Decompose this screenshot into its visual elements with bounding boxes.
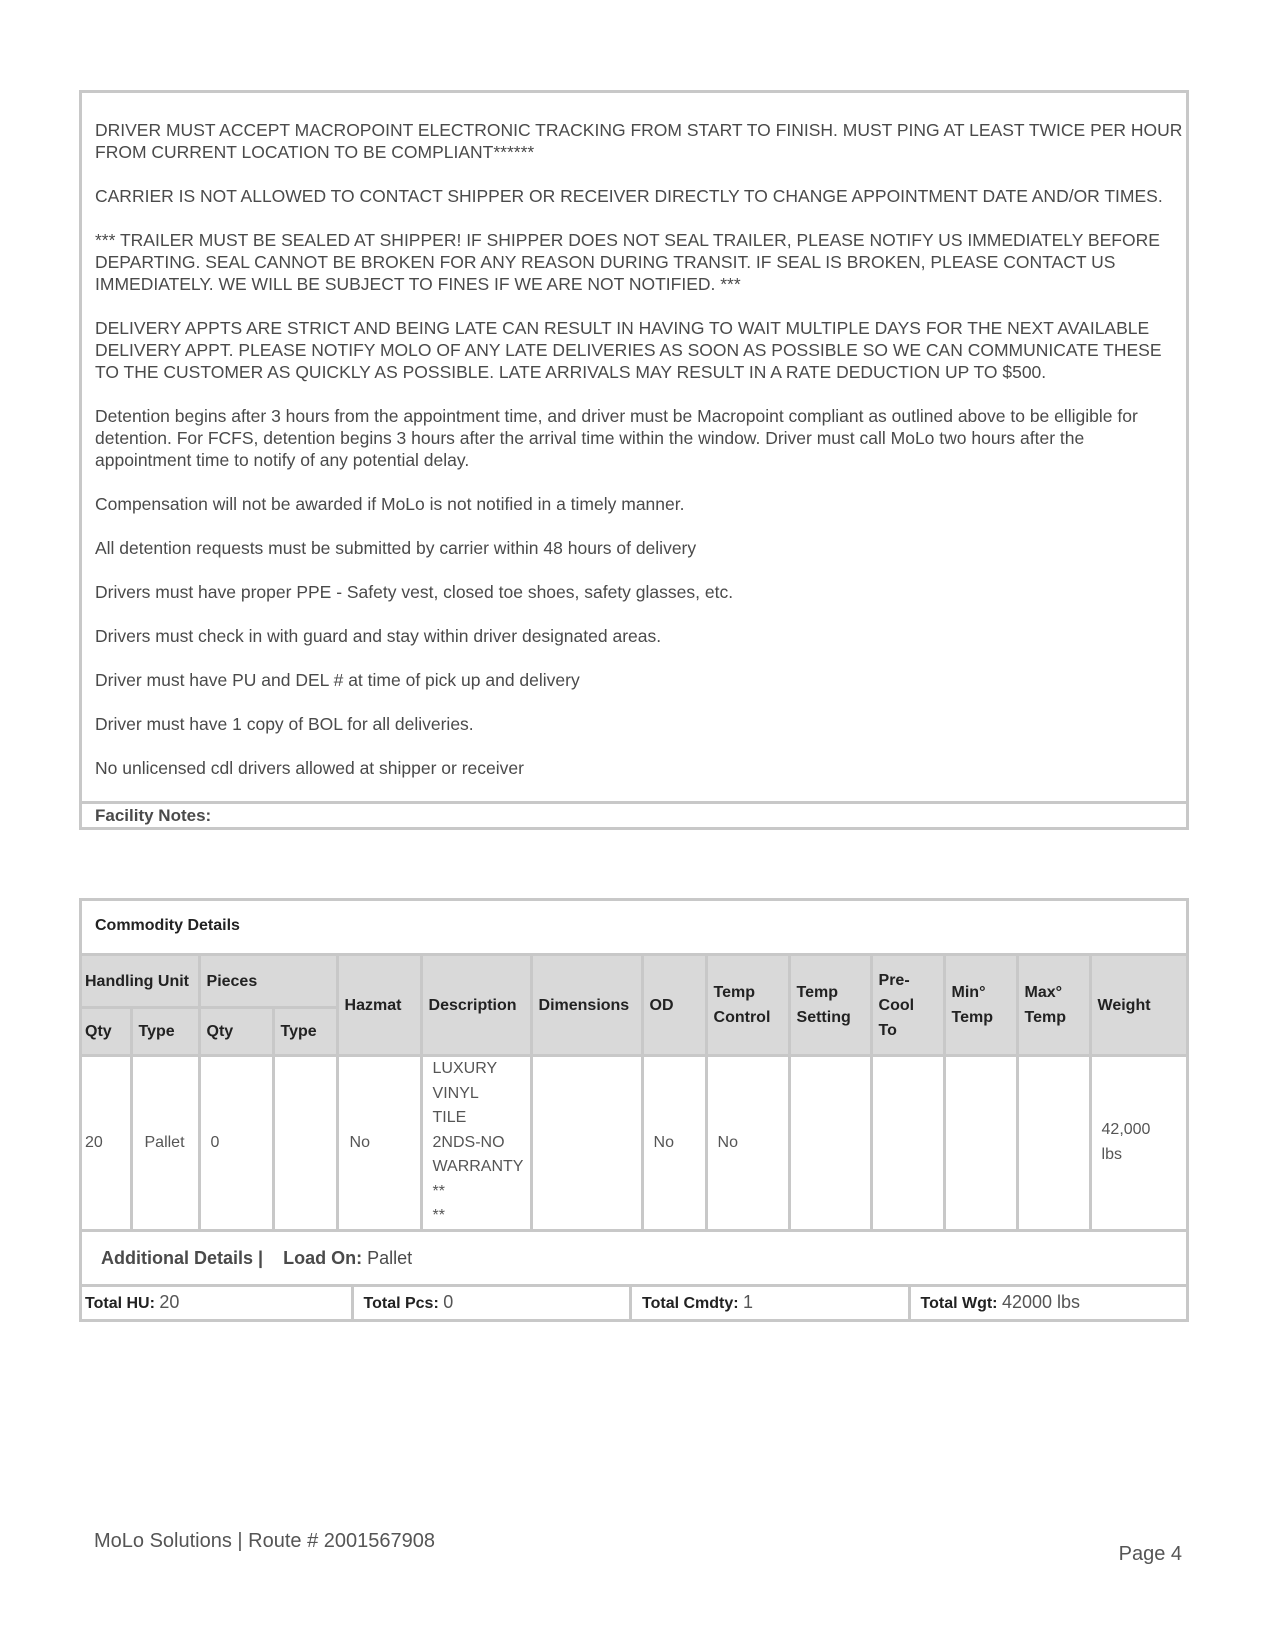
total-wgt-label: Total Wgt: — [920, 1294, 998, 1312]
total-pcs-value: 0 — [443, 1291, 454, 1312]
note-contact: CARRIER IS NOT ALLOWED TO CONTACT SHIPPER OR RECEIVER DIRECTLY TO CHANGE APPOINTMENT DATE AND/OR TIMES. — [95, 186, 1163, 206]
total-pcs — [354, 1287, 633, 1319]
commodity-details-box — [79, 898, 1189, 1322]
instructions-body — [82, 93, 1186, 801]
note-macropoint: DRIVER MUST ACCEPT MACROPOINT ELECTRONIC TRACKING FROM START TO FINISH. MUST PING AT LEAST TWICE PER HOUR FROM CURRENT LOCATION TO BE COMPLIANT****** — [95, 120, 1183, 162]
load-on-value: Pallet — [367, 1247, 413, 1268]
additional-details-label: Additional Details | — [101, 1247, 264, 1268]
header-temp-setting: Temp Setting — [789, 955, 871, 1056]
cell-pc-type — [273, 1056, 337, 1231]
footer-page-number: Page 4 — [1118, 1543, 1182, 1565]
load-on-label: Load On: — [283, 1247, 363, 1268]
instructions-box — [79, 90, 1189, 830]
note-guard: Drivers must check in with guard and stay within driver designated areas. — [95, 626, 662, 646]
header-temp-control: Temp Control — [706, 955, 789, 1056]
totals-row — [82, 1284, 1186, 1319]
header-max-temp: Max° Temp — [1017, 955, 1090, 1056]
cell-dimensions — [531, 1056, 642, 1231]
cell-od: No — [642, 1056, 706, 1231]
cell-min-temp — [944, 1056, 1017, 1231]
cell-hu-type: Pallet — [131, 1056, 199, 1231]
header-min-temp: Min° Temp — [944, 955, 1017, 1056]
note-delivery-appts: DELIVERY APPTS ARE STRICT AND BEING LATE CAN RESULT IN HAVING TO WAIT MULTIPLE DAYS FOR THE NEXT AVAILABLE DELIVERY APPT. PLEASE NOTIFY MOLO OF ANY LATE DELIVERIES AS SOON AS POSSIBLE SO WE CAN COMMUNICATE THESE TO THE CUSTOMER AS QUICKLY AS POSSIBLE. LATE ARRIVALS MAY RESULT IN A RATE DEDUCTION UP TO $500. — [95, 318, 1162, 382]
commodity-table — [82, 953, 1186, 1232]
additional-details-row — [82, 1232, 1186, 1284]
header-description: Description — [421, 955, 531, 1056]
cell-temp-setting — [789, 1056, 871, 1231]
table-row — [82, 1056, 1186, 1231]
note-ppe: Drivers must have proper PPE - Safety vest, closed toe shoes, safety glasses, etc. — [95, 582, 734, 602]
header-dimensions: Dimensions — [531, 955, 642, 1056]
header-od: OD — [642, 955, 706, 1056]
note-cdl: No unlicensed cdl drivers allowed at shipper or receiver — [95, 758, 524, 778]
cell-hu-qty: 20 — [82, 1056, 131, 1231]
header-hu-qty: Qty — [82, 1008, 131, 1056]
header-weight: Weight — [1090, 955, 1186, 1056]
note-detention-requests: All detention requests must be submitted by carrier within 48 hours of delivery — [95, 538, 697, 558]
cell-pre-cool — [871, 1056, 944, 1231]
total-pcs-label: Total Pcs: — [363, 1294, 439, 1312]
note-compensation: Compensation will not be awarded if MoLo is not notified in a timely manner. — [95, 494, 685, 514]
total-cmdty-value: 1 — [743, 1291, 754, 1312]
note-bol: Driver must have 1 copy of BOL for all deliveries. — [95, 714, 474, 734]
commodity-title: Commodity Details — [95, 917, 240, 934]
cell-pc-qty: 0 — [199, 1056, 273, 1231]
note-pu-del: Driver must have PU and DEL # at time of pick up and delivery — [95, 670, 580, 690]
header-pc-type: Type — [273, 1008, 337, 1056]
header-hazmat: Hazmat — [337, 955, 421, 1056]
footer-route: MoLo Solutions | Route # 2001567908 — [94, 1530, 436, 1552]
header-handling-unit: Handling Unit — [82, 955, 199, 1008]
total-cmdty-label: Total Cmdty: — [642, 1294, 739, 1312]
cell-temp-control: No — [706, 1056, 789, 1231]
header-pieces: Pieces — [199, 955, 337, 1008]
header-hu-type: Type — [131, 1008, 199, 1056]
cell-description: LUXURY VINYL TILE 2NDS-NO WARRANTY ** ** — [421, 1056, 531, 1231]
cell-weight: 42,000 lbs — [1090, 1056, 1186, 1231]
total-hu — [82, 1287, 354, 1319]
total-wgt — [911, 1287, 1187, 1319]
note-seal: *** TRAILER MUST BE SEALED AT SHIPPER! IF SHIPPER DOES NOT SEAL TRAILER, PLEASE NOTIFY US IMMEDIATELY BEFORE DEPARTING. SEAL CANNOT BE BROKEN FOR ANY REASON DURING TRANSIT. IF SEAL IS BROKEN, PLEASE CONTACT US IMMEDIATELY. WE WILL BE SUBJECT TO FINES IF WE ARE NOT NOTIFIED. *** — [95, 230, 1160, 294]
total-hu-label: Total HU: — [85, 1294, 155, 1312]
cell-hazmat: No — [337, 1056, 421, 1231]
header-pc-qty: Qty — [199, 1008, 273, 1056]
cell-max-temp — [1017, 1056, 1090, 1231]
facility-notes-label: Facility Notes: — [82, 801, 1186, 827]
header-pre-cool: Pre-Cool To — [871, 955, 944, 1056]
total-cmdty — [632, 1287, 911, 1319]
note-detention: Detention begins after 3 hours from the appointment time, and driver must be Macropoint compliant as outlined above to be elligible for detention. For FCFS, detention begins 3 hours after the arrival time within the window. Driver must call MoLo two hours after the appointment time to notify of any potential delay. — [95, 406, 1138, 470]
total-wgt-value: 42000 lbs — [1001, 1291, 1081, 1312]
total-hu-value: 20 — [159, 1291, 180, 1312]
